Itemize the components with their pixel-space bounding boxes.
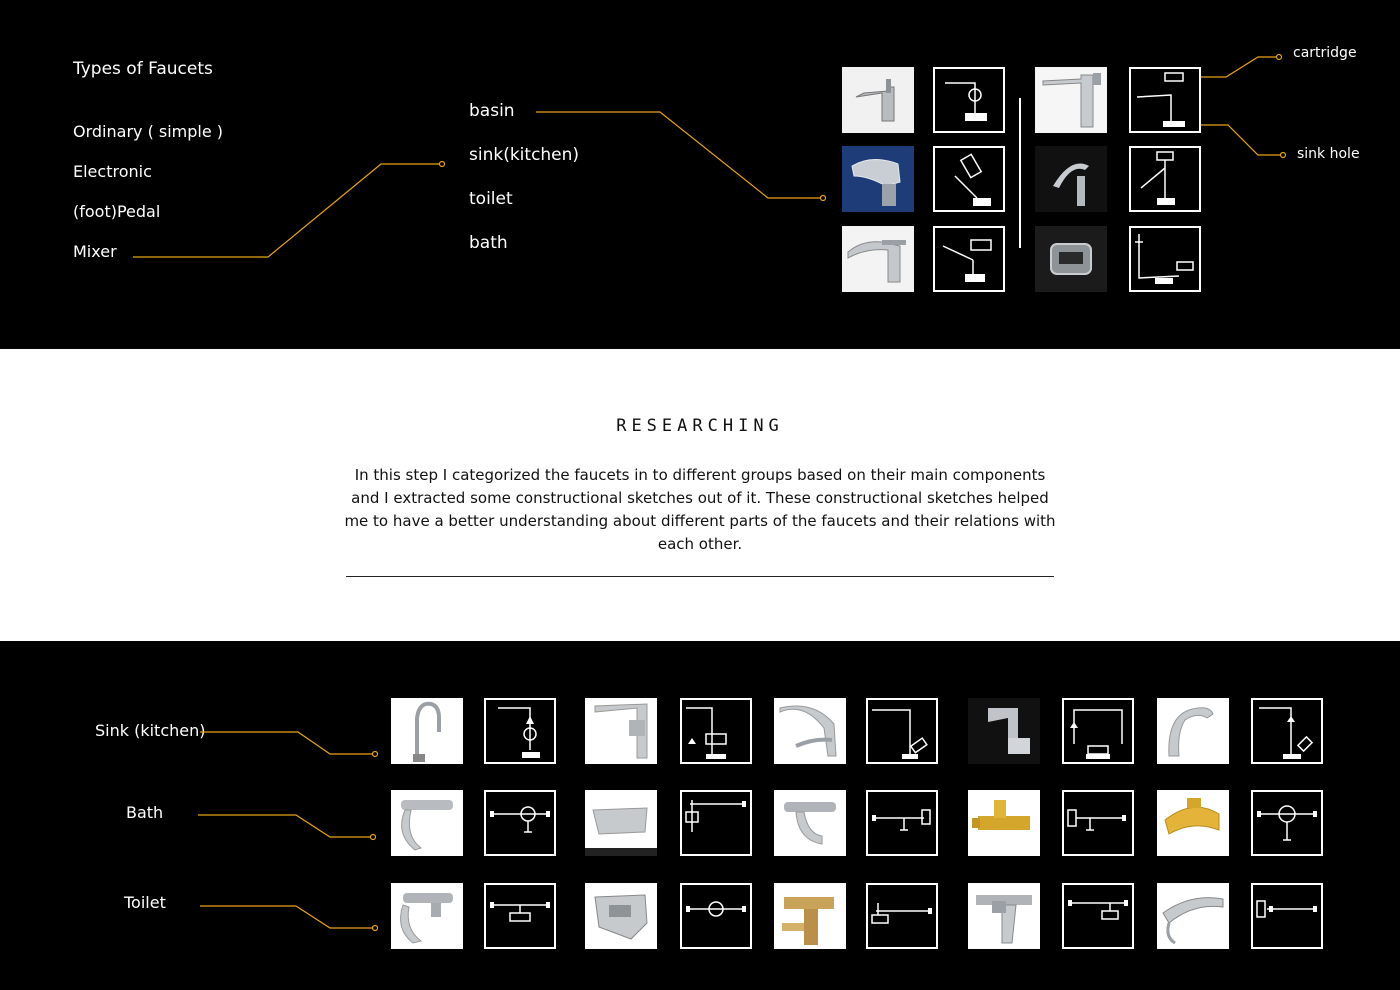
faucet-sketch bbox=[484, 790, 556, 856]
faucet-photo bbox=[1157, 883, 1229, 949]
faucet-photo bbox=[391, 698, 463, 764]
location-toilet: toilet bbox=[469, 189, 513, 209]
research-body: In this step I categorized the faucets in to different groups based on their main components and I extracted some constructional sketches out of it. These constructional sketches helped me to have a better understanding about different parts of the faucets and their relations with each other. bbox=[344, 466, 1056, 553]
research-divider bbox=[346, 576, 1054, 577]
faucet-photo bbox=[585, 883, 657, 949]
faucet-photo bbox=[1157, 698, 1229, 764]
faucet-sketch bbox=[1129, 146, 1201, 212]
faucet-sketch bbox=[933, 146, 1005, 212]
faucet-photo bbox=[391, 790, 463, 856]
type-mixer: Mixer bbox=[73, 242, 117, 261]
sink-hole-label: sink hole bbox=[1297, 146, 1360, 162]
faucet-sketch bbox=[866, 790, 938, 856]
faucet-sketch bbox=[1251, 883, 1323, 949]
faucet-photo bbox=[1035, 67, 1107, 133]
faucet-photo bbox=[842, 226, 914, 292]
type-pedal: (foot)Pedal bbox=[73, 202, 161, 221]
types-title: Types of Faucets bbox=[73, 59, 213, 79]
faucet-sketch bbox=[1129, 226, 1201, 292]
category-bath: Bath bbox=[126, 803, 164, 822]
faucet-sketch bbox=[933, 226, 1005, 292]
faucet-photo bbox=[968, 790, 1040, 856]
faucet-photo bbox=[842, 67, 914, 133]
faucet-sketch bbox=[680, 698, 752, 764]
faucet-sketch bbox=[680, 883, 752, 949]
faucet-sketch bbox=[866, 698, 938, 764]
faucet-sketch bbox=[680, 790, 752, 856]
type-ordinary: Ordinary ( simple ) bbox=[73, 122, 224, 141]
faucet-photo bbox=[585, 698, 657, 764]
faucet-sketch bbox=[1129, 67, 1201, 133]
faucet-sketch bbox=[1062, 790, 1134, 856]
category-toilet: Toilet bbox=[124, 893, 166, 912]
cartridge-label: cartridge bbox=[1293, 45, 1357, 61]
faucet-photo bbox=[585, 790, 657, 856]
faucet-sketch bbox=[1251, 698, 1323, 764]
faucet-photo bbox=[774, 883, 846, 949]
faucet-photo bbox=[1035, 146, 1107, 212]
faucet-photo bbox=[774, 698, 846, 764]
faucet-sketch bbox=[1062, 883, 1134, 949]
research-title: RESEARCHING bbox=[616, 416, 784, 436]
location-basin: basin bbox=[469, 101, 515, 121]
faucet-sketch bbox=[1251, 790, 1323, 856]
category-sink-kitchen: Sink (kitchen) bbox=[95, 721, 206, 740]
location-sink-kitchen: sink(kitchen) bbox=[469, 145, 580, 165]
faucet-sketch bbox=[866, 883, 938, 949]
faucet-photo bbox=[1157, 790, 1229, 856]
type-electronic: Electronic bbox=[73, 162, 152, 181]
faucet-sketch bbox=[484, 698, 556, 764]
faucet-photo bbox=[842, 146, 914, 212]
faucet-sketch bbox=[933, 67, 1005, 133]
faucet-photo bbox=[968, 698, 1040, 764]
location-bath: bath bbox=[469, 233, 508, 253]
faucet-photo bbox=[774, 790, 846, 856]
faucet-sketch bbox=[484, 883, 556, 949]
faucet-photo bbox=[391, 883, 463, 949]
faucet-photo bbox=[968, 883, 1040, 949]
faucet-photo bbox=[1035, 226, 1107, 292]
grid-divider bbox=[1019, 98, 1021, 248]
faucet-sketch bbox=[1062, 698, 1134, 764]
